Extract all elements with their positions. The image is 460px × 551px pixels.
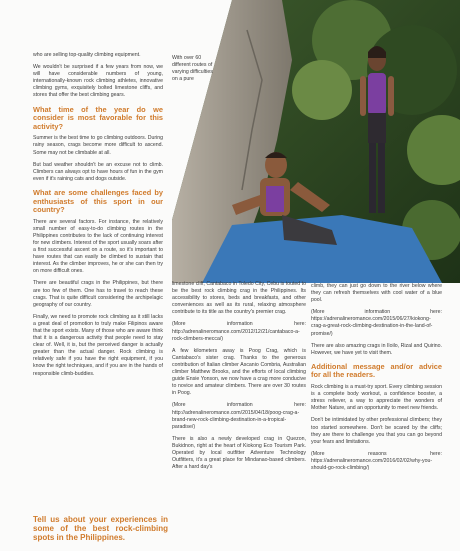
paragraph: Don't be intimidated by other professional climbers; they too started somewhere. Don't be scared by the cliffs; they are there to challenge you that you can go beyond your fears and limitations. — [311, 417, 442, 445]
section-heading: Tell us about your experiences in some of the best rock-climbing spots in the Philippines. — [33, 515, 168, 542]
paragraph: limestone cliff, Cantabaco in Toledo City, Cebu is touted to be the best rock climbing crag in the Philippines. Its accessibility to stores, beds and breakfasts, and other conveniences as well as its rural, relaxing atmosphere contribute to its title as the country's premier crag. — [172, 281, 306, 316]
paragraph: (More information here: http://adrenalineromance.com/2015/04/18/poog-crag-a-brand-new-rock-climbing-destination-in-a-tropical-paradise/) — [172, 402, 306, 430]
section-heading: What are some challenges faced by enthusiasts of this sport in our country? — [33, 187, 163, 215]
paragraph: There are beautiful crags in the Philippines, but there are too few of them. One has to travel to reach these crags. That is quite difficult considering the archipelagic geography of our country. — [33, 280, 163, 308]
column-1-bottom — [33, 515, 168, 542]
section-heading: What time of the year do we consider is most favorable for this activity? — [33, 104, 163, 131]
paragraph: (More information here: http://adrenalineromance.com/2012/12/21/cantabaco-a-rock-climbers-mecca/) — [172, 321, 306, 342]
paragraph: climb, they can just go down to the river below where they can refresh themselves with cool water of a blue pool. — [311, 283, 442, 304]
column-2 — [172, 281, 306, 476]
column-2-intro — [172, 55, 218, 88]
climbers-photo — [172, 0, 460, 283]
paragraph: who are selling top-quality climbing equipment. — [33, 52, 141, 58]
paragraph: There are several factors. For instance, the relatively small number of easy-to-do climbing routes in the Philippines contributes to the lack of continuing interest for new climbers. Interest of the sport usually soars after a first successful ascent on a route, so it's important to have routes that can easily be climbed to sustain that interest. As the climber improves, he or she can then try on more difficult ones. — [33, 218, 163, 275]
paragraph: Rock climbing is a must-try sport. Every climbing session is a complete body workout, a confidence booster, a stress reliever, a way to appreciate the wonders of Mother Nature, and an opportunity to meet new friends. — [311, 384, 442, 412]
column-1 — [33, 52, 163, 383]
paragraph: With over 60 different routes of varying difficulties on a pure — [172, 55, 213, 83]
paragraph: We wouldn't be surprised if a few years from now, we will have considerable numbers of young, internationally-known rock climbing athletes, innovative climbing gyms, exquisitely bolted limestone cliffs, and stores that offer the best climbing gears. — [33, 64, 163, 99]
paragraph: A few kilometers away is Poog Crag, which is Cantabaco's sister crag. Thanks to the generous contribution of Italian climber Ascanio Combria, Australian climber Matthew Brooks, and the efforts of local climbing guide Ensie Yonson, we now have a crag more conducive to novice and amateur climbers. There are over 30 routes in Poog. — [172, 347, 306, 397]
paragraph: But bad weather shouldn't be an excuse not to climb. Climbers can always opt to have hours of fun in the gym even if it's raining cats and dogs outside. — [33, 161, 163, 182]
paragraph: Summer is the best time to go climbing outdoors. During rainy season, crags become more difficult to ascend. Some may not be climbable at all. — [33, 135, 163, 156]
column-3 — [311, 283, 442, 477]
paragraph: There is also a newly developed crag in Quezon, Bukidnon, right at the heart of Kiokong Eco Tourism Park. Operated by local outfitter Adventure Technology Outfitters, it's a great place for Mindanao-based climbers. After a hard day's — [172, 435, 306, 471]
paragraph: (More reasons here: https://adrenalineromance.com/2016/02/02/why-you-should-go-rock-climbing/) — [311, 450, 442, 471]
section-heading: Additional message and/or advice for all the readers. — [311, 361, 442, 380]
paragraph: Finally, we need to promote rock climbing as it still lacks a great deal of promotion to truly make Filipinos aware that the sport exists. Many of those who are aware think that it is a dangerous activity that people need to stay clear of. Well, it is, but the perceived danger is actually greater than the actual danger. Rock climbing is relatively safe if you have the right equipment, if you know the right techniques, and if you are in the hands of responsible climb-buddies. — [33, 313, 163, 377]
paragraph: There are also amazing crags in Iloilo, Rizal and Quirino. However, we have yet to visit them. — [311, 342, 442, 356]
climbers-photo-illustration — [172, 0, 460, 283]
paragraph: (More information here: https://adrenalineromance.com/2015/06/27/kiokong-crag-a-great-rock-climbing-destination-in-the-land-of-promise/) — [311, 309, 442, 337]
